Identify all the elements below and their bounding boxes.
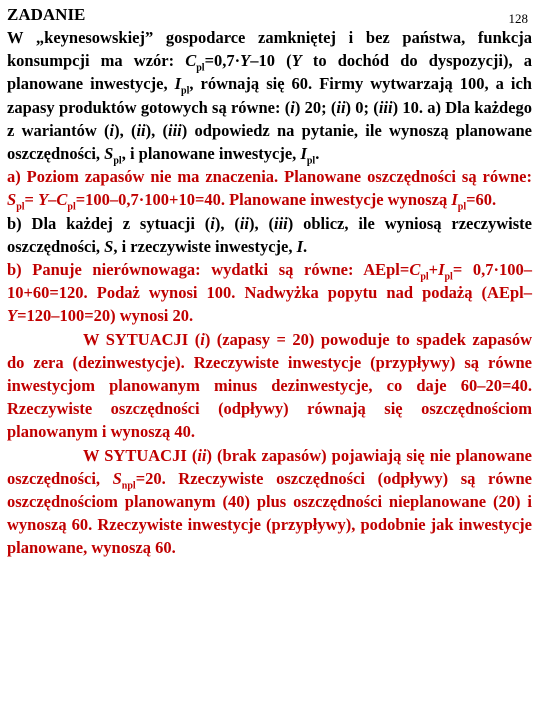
situation-i-paragraph: W SYTUACJI (i) (zapasy = 20) powoduje to spadek zapasów do zera (dezinwestycje). Rzeczywiste inwestycje (przypływy) są równe inwestycjom planowanym minus dezinwestycje, co daje 60–20=40. Rzeczywiste oszczędności (odpływy) równają się oszczędnościom planowanym i wynoszą 40. [7, 329, 532, 442]
task-statement: W „keynesowskiej” gospodarce zamkniętej i bez państwa, funkcja konsumpcji ma wzór: $C_{pl}=0,7\cdot Y-10$ (Y to dochód do dyspozycji), a planowane inwestycje, $I_{pl}$, równają się 60. Firmy wytwarzają 100, a ich zapasy produktów gotowych są równe: (i) 20; (ii) 0; (iii) 10. a) Dla każdego z wariantów (i), (ii), (iii) odpowiedz na pytanie, ile wynoszą planowane oszczędności, $S_{pl}$, i planowane inwestycje, $I_{pl}$. [7, 28, 533, 167]
page-number: 128 [508, 11, 528, 26]
answer-b: b) Panuje nierównowaga: wydatki są równe: $AEpl=C_{pl}+I_{pl}= 0,7\cdot 100-10+60=120$. Podaż wynosi 100. Nadwyżka popytu nad podażą (AEpl–Y=120–100=20) wynosi 20. [7, 260, 533, 326]
situation-ii-paragraph: W SYTUACJI (ii) (brak zapasów) pojawiają się nie planowane oszczędności, $S_{npl}=20$. Rzeczywiste oszczędności (odpływy) są równe oszczędnościom planowanym (40) plus oszczędności nieplanowane (20) i wynoszą 60. Rzeczywiste inwestycje (przypływy), podobnie jak inwestycje planowane, wynoszą 60. [7, 445, 532, 558]
page-title: ZADANIE [7, 5, 86, 24]
answer-a: a) Poziom zapasów nie ma znaczenia. Planowane oszczędności są równe: $S_{pl}= Y-C_{pl}=100-0,7\cdot 100+10=40$. Planowane inwestycje wynoszą $I_{pl}=60$. [7, 167, 532, 213]
question-b: b) Dla każdej z sytuacji (i), (ii), (iii) oblicz, ile wyniosą rzeczywiste oszczędności, S, i rzeczywiste inwestycje, I. [7, 213, 532, 256]
